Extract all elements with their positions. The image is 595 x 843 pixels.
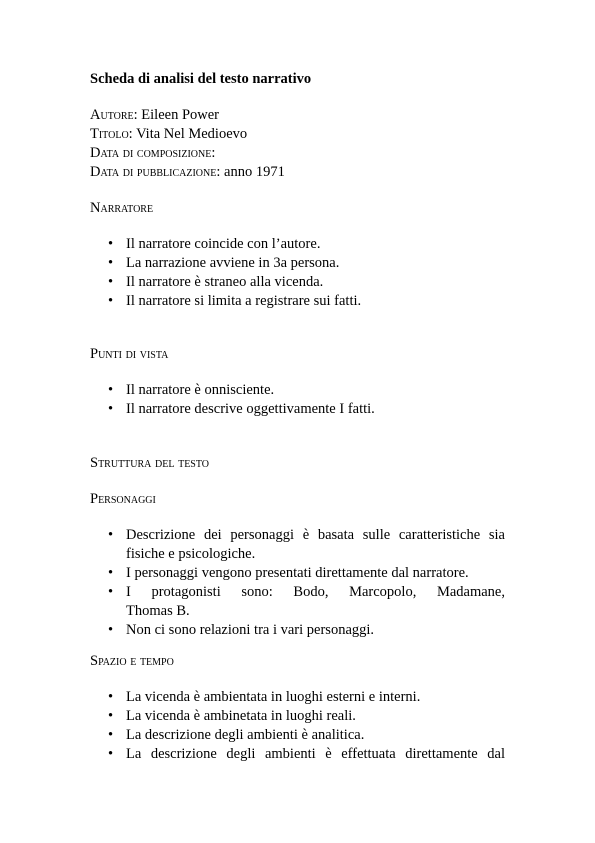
document-page (90, 70, 505, 764)
list-item: • Il narratore è onnisciente. (126, 381, 505, 400)
list-spazio-tempo (90, 688, 505, 764)
list-item: • Il narratore si limita a registrare sui fatti. (126, 292, 505, 311)
meta-author-value: Eileen Power (137, 107, 219, 123)
list-item: • Il narratore è straneo alla vicenda. (126, 273, 505, 292)
meta-publication-label: Data di pubblicazione: (90, 164, 221, 180)
meta-title (90, 125, 505, 144)
heading-personaggi: Personaggi (90, 491, 156, 507)
list-item: • La descrizione degli ambienti è effettuata direttamente dal (126, 745, 505, 764)
meta-title-value: Vita Nel Medioevo (132, 126, 248, 142)
list-item: • La vicenda è ambinetata in luoghi reali. (126, 707, 505, 726)
list-item-text: I protagonisti sono: Bodo, Marcopolo, Madamane, (126, 584, 505, 600)
meta-publication-value: anno 1971 (220, 164, 285, 180)
heading-punti-di-vista: Punti di vista (90, 346, 169, 362)
list-item: • Descrizione dei personaggi è basata sulle caratteristiche sia fisiche e psicologiche. (126, 526, 505, 564)
list-item: • Non ci sono relazioni tra i vari personaggi. (126, 621, 505, 640)
list-personaggi (90, 526, 505, 640)
heading-narratore: Narratore (90, 200, 154, 216)
meta-title-label: Titolo: (90, 126, 133, 142)
heading-struttura: Struttura del testo (90, 455, 210, 471)
meta-author (90, 106, 505, 125)
list-item: • Il narratore coincide con l’autore. (126, 235, 505, 254)
list-item: • Il narratore descrive oggettivamente I fatti. (126, 400, 505, 419)
list-item: • La narrazione avviene in 3a persona. (126, 254, 505, 273)
document-title: Scheda di analisi del testo narrativo (90, 71, 312, 87)
list-item: • La descrizione degli ambienti è analitica. (126, 726, 505, 745)
list-item (126, 583, 505, 621)
meta-block (90, 106, 505, 182)
list-punti-di-vista (90, 381, 505, 419)
list-item: • La vicenda è ambientata in luoghi esterni e interni. (126, 688, 505, 707)
list-item-continuation: Thomas B. (126, 603, 190, 619)
meta-composition-label: Data di composizione: (90, 145, 216, 161)
meta-publication-date (90, 163, 505, 182)
meta-author-label: Autore: (90, 107, 138, 123)
list-item: • I personaggi vengono presentati direttamente dal narratore. (126, 564, 505, 583)
list-narratore (90, 235, 505, 311)
meta-composition-date (90, 144, 505, 163)
heading-spazio-tempo: Spazio e tempo (90, 653, 174, 669)
